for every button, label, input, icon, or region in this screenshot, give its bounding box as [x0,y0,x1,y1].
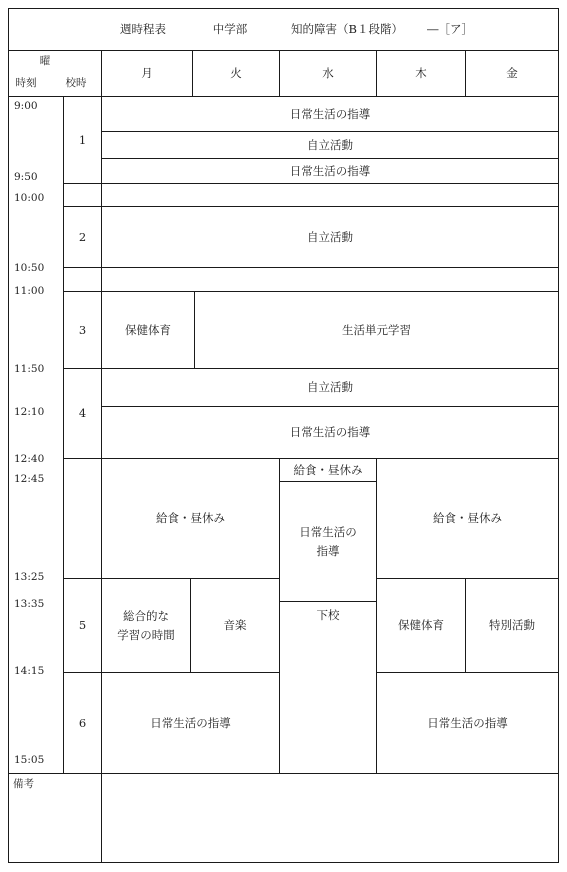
course-code: ―［ア］ [427,21,473,36]
remarks-area [102,774,558,862]
time-label: 10:00 [14,192,45,204]
period-number: 5 [78,618,87,633]
time-label: 13:35 [14,598,45,610]
cell-lunch-mon-tue: 給食・昼休み [156,511,225,526]
cell-p5-music: 音楽 [223,618,247,633]
cell-p4-independence: 自立活動 [307,380,353,395]
time-label: 11:00 [14,285,45,297]
cell-p5-health-pe: 保健体育 [398,618,444,633]
frame-left [8,8,9,863]
cell-p1-independence: 自立活動 [307,137,353,152]
cell-p1-daily-guidance-2: 日常生活の指導 [289,163,371,178]
day-wed: 水 [322,66,334,81]
day-fri: 金 [506,66,518,81]
cell-p3-health-pe: 保健体育 [125,322,171,337]
department: 中学部 [212,21,248,36]
time-label: 10:50 [14,262,45,274]
cell-p6-daily-guidance-thu-fri: 日常生活の指導 [427,715,508,730]
period-number: 2 [78,229,87,244]
disability-type: 知的障害（B１段階） [291,21,403,36]
time-label: 13:25 [14,571,45,583]
frame-right [558,8,559,863]
day-thu: 木 [415,66,427,81]
cell-lunch-thu-fri: 給食・昼休み [433,511,502,526]
cell-p5-integrated-study: 総合的な 学習の時間 [117,608,175,642]
remarks-label: 備考 [13,778,34,790]
time-label: 12:40 [14,453,45,465]
period-number: 1 [78,132,87,147]
yobi-label: 曜 [39,55,51,68]
frame-top [8,8,559,9]
time-label: 14:15 [14,665,45,677]
cell-p5-special-activity: 特別活動 [489,618,535,633]
cell-p3-life-unit: 生活単元学習 [342,322,411,337]
jikoku-label: 時刻 [15,77,37,90]
frame-bottom [8,862,559,863]
doc-title: 週時程表 [120,21,166,36]
time-label: 12:45 [14,473,45,485]
cell-p2-independence: 自立活動 [307,229,353,244]
cell-wed-dismissal: 下校 [316,608,340,622]
time-label: 9:50 [14,171,38,183]
cell-p4-daily-guidance: 日常生活の指導 [289,425,371,440]
cell-p1-daily-guidance: 日常生活の指導 [289,106,371,121]
time-label: 15:05 [14,754,45,766]
period-number: 3 [78,322,87,337]
cell-lunch-wed: 給食・昼休み [293,462,363,477]
time-label: 11:50 [14,363,45,375]
time-label: 9:00 [14,100,38,112]
day-mon: 月 [141,66,153,81]
koji-label: 校時 [65,77,87,90]
period-number: 6 [78,715,87,730]
period-number: 4 [78,406,87,421]
day-tue: 火 [230,66,242,81]
time-label: 12:10 [14,406,45,418]
cell-p6-daily-guidance-mon-tue: 日常生活の指導 [150,715,231,730]
cell-wed-daily-guidance: 日常生活の 指導 [299,524,357,558]
